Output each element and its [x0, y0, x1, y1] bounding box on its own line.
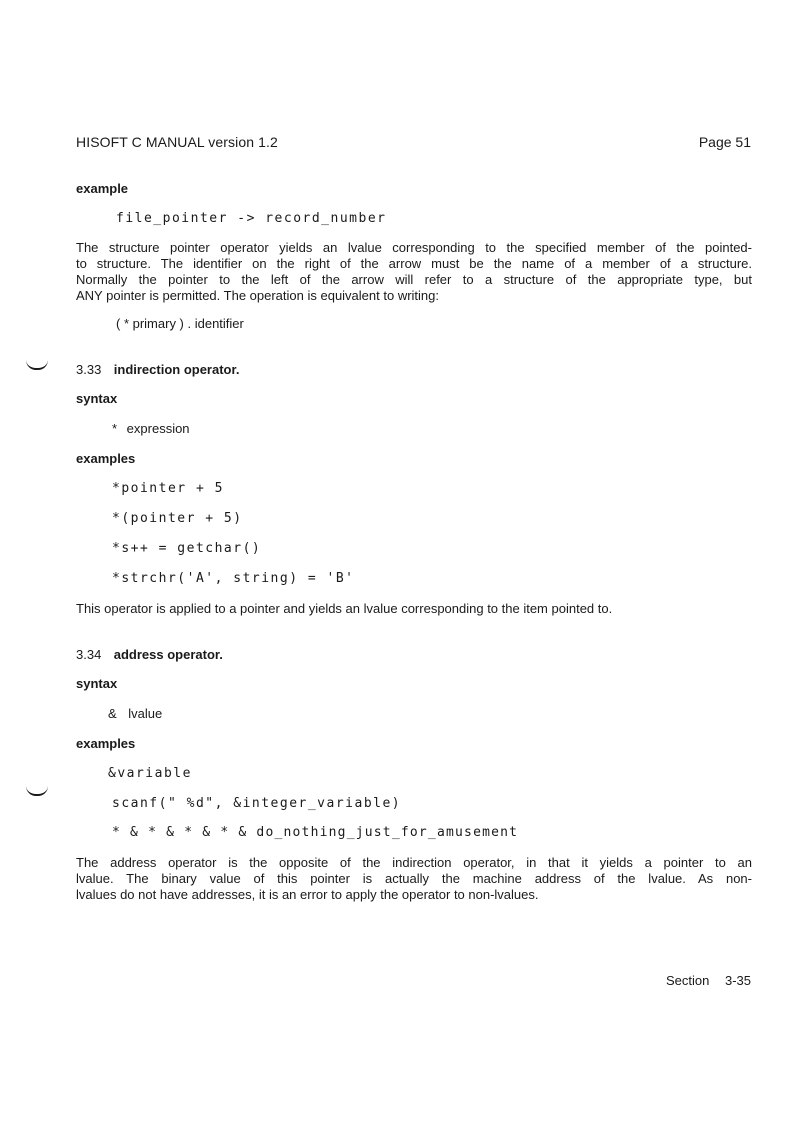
- code-example: scanf(" %d", &integer_variable): [112, 796, 402, 811]
- section-3-33-heading: [76, 361, 239, 379]
- paragraph-line: lvalue. The binary value of this pointer is actually the machine address of the lvalue. As non-: [76, 871, 752, 886]
- code-example: * & * & * & * & do_nothing_just_for_amusement: [112, 825, 519, 840]
- examples-heading: examples: [76, 451, 136, 466]
- section-3-34-heading: [76, 646, 223, 664]
- example-code: file_pointer -> record_number: [116, 211, 387, 226]
- code-example: &variable: [108, 766, 192, 781]
- paragraph-line: The structure pointer operator yields an lvalue corresponding to the specified member of the pointed-: [76, 240, 752, 255]
- section-number: 3.33: [76, 362, 102, 377]
- section-title: address operator.: [113, 647, 223, 662]
- page-number: Page 51: [698, 134, 751, 150]
- manual-title: HISOFT C MANUAL version 1.2: [76, 134, 278, 150]
- margin-mark: [26, 786, 48, 796]
- margin-mark: [26, 360, 48, 370]
- syntax-heading: syntax: [76, 676, 118, 691]
- paragraph-line: The address operator is the opposite of the indirection operator, in that it yields a pointer to an: [76, 855, 752, 870]
- syntax-text: * expression: [112, 421, 190, 436]
- section-footer: Section 3-35: [666, 973, 751, 988]
- syntax-text: & lvalue: [108, 706, 163, 721]
- paragraph-line: to structure. The identifier on the right of the arrow must be the name of a member of a structure.: [76, 256, 752, 271]
- code-example: *pointer + 5: [112, 481, 224, 496]
- indirection-description: This operator is applied to a pointer and yields an lvalue corresponding to the item pointed to.: [76, 601, 613, 616]
- paragraph-line: Normally the pointer to the left of the arrow will refer to a structure of the appropriate type, but: [76, 272, 752, 287]
- address-operator-paragraph: [76, 855, 752, 903]
- code-example: *strchr('A', string) = 'B': [112, 571, 355, 586]
- syntax-heading: syntax: [76, 391, 118, 406]
- section-number: 3.34: [76, 647, 102, 662]
- examples-heading: examples: [76, 736, 136, 751]
- code-example: *s++ = getchar(): [112, 541, 262, 556]
- equivalent-expression: ( * primary ) . identifier: [116, 316, 244, 331]
- section-title: indirection operator.: [113, 362, 240, 377]
- example-heading: example: [76, 181, 129, 196]
- paragraph-line: ANY pointer is permitted. The operation is equivalent to writing:: [76, 288, 439, 303]
- structure-pointer-paragraph: [76, 240, 752, 304]
- paragraph-line: lvalues do not have addresses, it is an error to apply the operator to non-lvalues.: [76, 887, 539, 902]
- code-example: *(pointer + 5): [112, 511, 243, 526]
